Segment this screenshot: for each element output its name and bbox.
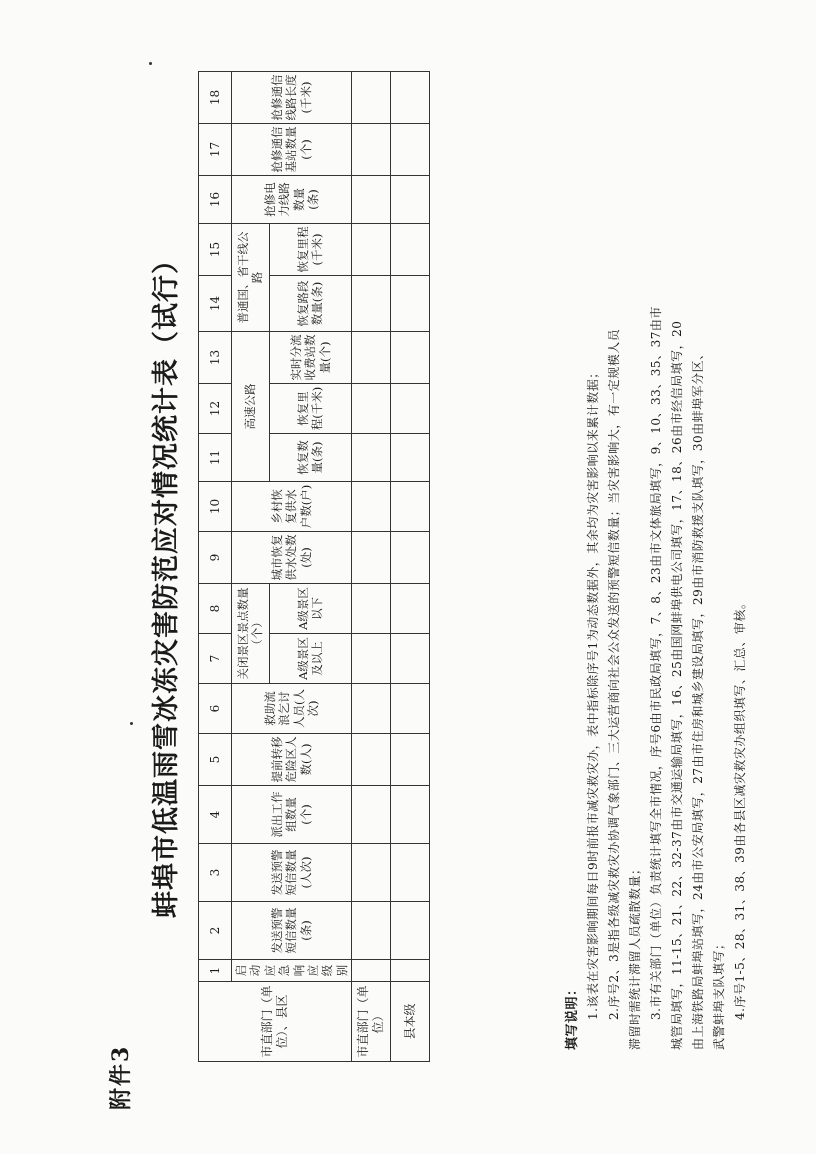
label-c13: 实时分流收费站数量(个) <box>269 332 351 384</box>
column-number: 3 <box>199 844 232 902</box>
label-c15: 恢复里程(千米) <box>269 224 351 276</box>
document-title: 蚌埠市低温雨雪冰冻灾害防范应对情况统计表（试行） <box>151 246 182 918</box>
column-number: 17 <box>199 124 232 176</box>
group-scenic: 关闭景区景点数量（个） <box>232 584 270 684</box>
table-cell[interactable] <box>352 532 391 584</box>
column-number: 7 <box>199 634 232 684</box>
table-cell[interactable] <box>391 960 430 982</box>
label-c7: A级景区及以上 <box>269 634 351 684</box>
column-number: 13 <box>199 332 232 384</box>
table-cell[interactable] <box>391 634 430 684</box>
table-cell[interactable] <box>352 960 391 982</box>
table-cell[interactable] <box>352 176 391 224</box>
column-number: 12 <box>199 384 232 434</box>
table-cell[interactable] <box>352 684 391 734</box>
column-number-row <box>199 72 232 1062</box>
table-cell[interactable] <box>391 844 430 902</box>
table-cell[interactable] <box>352 734 391 786</box>
note-2: 2.序号2、3是指各级减灾救灾办协调气象部门、三大运营商向社会公众发送的预警短信数量；当灾害影响大，有一定规模人员 <box>607 328 621 1020</box>
column-number: 14 <box>199 276 232 332</box>
column-number: 11 <box>199 434 232 482</box>
table-cell[interactable] <box>352 124 391 176</box>
table-cell[interactable] <box>352 634 391 684</box>
column-number: 10 <box>199 482 232 532</box>
column-number: 2 <box>199 902 232 960</box>
table-cell[interactable] <box>352 786 391 844</box>
table-cell[interactable] <box>352 224 391 276</box>
label-c6: 救助流浪乞讨人员(人次) <box>232 684 352 734</box>
row-label: 县本级 <box>391 982 430 1062</box>
label-c9: 城市恢复供水处数(处) <box>232 532 352 584</box>
table-cell[interactable] <box>352 434 391 482</box>
table-cell[interactable] <box>391 786 430 844</box>
column-number: 9 <box>199 532 232 584</box>
table-cell[interactable] <box>391 332 430 384</box>
table-cell[interactable] <box>352 902 391 960</box>
note-2-cont: 滞留时需统计滞留人员疏散数量； <box>628 862 642 1050</box>
table-cell[interactable] <box>391 384 430 434</box>
label-c14: 恢复路段数量(条) <box>269 276 351 332</box>
table-cell[interactable] <box>352 276 391 332</box>
note-3: 3.市有关部门（单位）负责统计填写全市情况，序号6由市民政局填写，7、8、23由市文体旅局填写，9、10、33、35、37由市 <box>649 306 663 1020</box>
group-header-row <box>232 72 270 1062</box>
table-cell[interactable] <box>352 72 391 124</box>
note-3-cont: 由上海铁路局蚌埠站填写，24由市公安局填写，27由市住房和城乡建设局填写，29由市消防救援支队填写，30由蚌埠军分区、 <box>691 347 705 1050</box>
label-c11: 恢复数量(条) <box>269 434 351 482</box>
table-cell[interactable] <box>391 276 430 332</box>
table-cell[interactable] <box>391 902 430 960</box>
note-3-cont: 武警蚌埠支队填写； <box>712 937 726 1050</box>
table-cell[interactable] <box>391 176 430 224</box>
table-row <box>391 72 430 1062</box>
table-cell[interactable] <box>391 584 430 634</box>
label-c4: 派出工作组数量(个) <box>232 786 352 844</box>
label-c17: 抢修通信基站数量(个) <box>232 124 352 176</box>
table-cell[interactable] <box>352 384 391 434</box>
label-c1: 启动应急响应级别 <box>232 960 352 982</box>
table-cell[interactable] <box>391 72 430 124</box>
table-cell[interactable] <box>352 584 391 634</box>
label-c5: 提前转移危险区人数(人) <box>232 734 352 786</box>
group-highway: 高速公路 <box>232 332 270 482</box>
table-cell[interactable] <box>391 482 430 532</box>
label-c18: 抢修通信线路长度(千米) <box>232 72 352 124</box>
table-cell[interactable] <box>391 532 430 584</box>
table-row <box>352 72 391 1062</box>
label-c12: 恢复里程(千米) <box>269 384 351 434</box>
label-c16: 抢修电力线路数量(条) <box>232 176 352 224</box>
column-number: 16 <box>199 176 232 224</box>
note-3-cont: 城管局填写，11-15、21、22、32-37由市交通运输局填写，16、25由国网蚌埠供电公司填写，17、18、26由市经信局填写，20 <box>670 320 684 1050</box>
group-provincial: 普通国、省干线公路 <box>232 224 270 332</box>
table-cell[interactable] <box>391 734 430 786</box>
note-1: 1.该表在灾害影响期间每日9时前报市减灾救灾办，表中指标除序号1为动态数据外，其余均为灾害影响以来累计数据； <box>586 366 600 1020</box>
row-header-cell: 市直部门（单位）、县区 <box>199 982 352 1062</box>
label-c2: 发送预警短信数量(条) <box>232 902 352 960</box>
table-cell[interactable] <box>352 844 391 902</box>
statistics-table <box>198 71 430 1062</box>
fill-instructions <box>562 120 751 1050</box>
row-label: 市直部门（单位） <box>352 982 391 1062</box>
column-number: 18 <box>199 72 232 124</box>
label-c10: 乡村恢复供水户数(户) <box>232 482 352 532</box>
attachment-label: 附件3 <box>108 1044 134 1110</box>
label-c8: A级景区以下 <box>269 584 351 634</box>
column-number: 5 <box>199 734 232 786</box>
note-4: 4.序号1-5、28、31、38、39由各县区减灾救灾办组织填写、汇总、审核。 <box>733 596 747 1020</box>
column-number: 6 <box>199 684 232 734</box>
column-number: 15 <box>199 224 232 276</box>
column-number: 1 <box>199 960 232 982</box>
table-cell[interactable] <box>391 434 430 482</box>
table-cell[interactable] <box>391 684 430 734</box>
rotated-content <box>96 52 747 1112</box>
table-cell[interactable] <box>352 332 391 384</box>
column-number: 8 <box>199 584 232 634</box>
table-cell[interactable] <box>352 482 391 532</box>
table-cell[interactable] <box>391 124 430 176</box>
column-number: 4 <box>199 786 232 844</box>
table-cell[interactable] <box>391 224 430 276</box>
label-c3: 发送预警短信数量(人次) <box>232 844 352 902</box>
notes-heading: 填写说明： <box>565 982 580 1050</box>
